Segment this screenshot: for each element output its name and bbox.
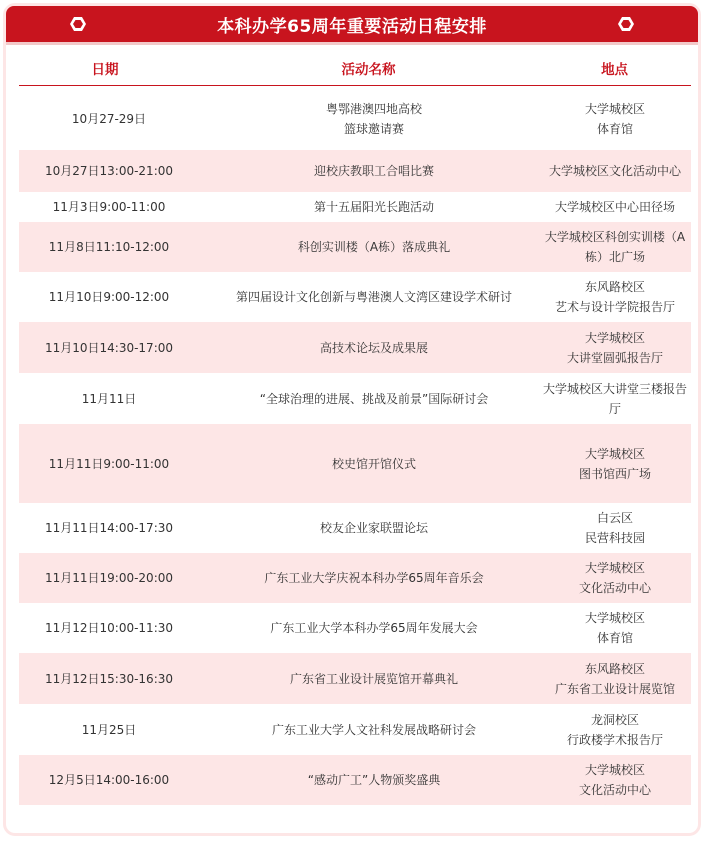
cell-activity-name [199, 770, 529, 790]
schedule-table-body [19, 88, 691, 805]
cell-activity-name [199, 287, 529, 307]
activity-name-line: 篮球邀请赛 [343, 122, 404, 136]
cell-date: 11月25日 [81, 722, 137, 737]
cell-activity-name [199, 618, 529, 638]
cell-date: 11月11日19:00-20:00 [44, 571, 174, 585]
page-title: 本科办学65周年重要活动日程安排 [217, 16, 487, 37]
cell-date: 11月11日14:00-17:30 [44, 521, 174, 535]
location-line: 大学城校区 [584, 446, 645, 461]
activity-name-line: 广东工业大学人文社科发展战略研讨会 [271, 722, 476, 737]
location-line: 广东省工业设计展览馆 [554, 681, 675, 696]
cell-location [529, 328, 691, 368]
location-line: 白云区 [596, 511, 633, 525]
location-line: 大讲堂圆弧报告厅 [566, 350, 663, 365]
table-row [19, 553, 691, 603]
cell-date: 11月11日9:00-11:00 [48, 456, 170, 471]
cell-date: 10月27日13:00-21:00 [44, 164, 174, 178]
cell-location [529, 444, 691, 484]
table-row [19, 424, 691, 503]
location-line: 大学城校区大讲堂三楼报告 [542, 381, 687, 396]
table-row [19, 222, 691, 272]
activity-name-line: 广东省工业设计展览馆开幕典礼 [289, 671, 458, 686]
location-line: 大学城校区科创实训楼（A [544, 230, 686, 244]
location-line: 文化活动中心 [578, 783, 651, 797]
table-row [19, 503, 691, 553]
table-header [19, 50, 691, 86]
location-line: 大学城校区 [584, 102, 645, 116]
location-line: 大学城校区文化活动中心 [548, 164, 681, 178]
table-row [19, 653, 691, 704]
table-row [19, 704, 691, 755]
activity-name-line: 广东工业大学庆祝本科办学65周年音乐会 [264, 571, 484, 585]
cell-activity-name [199, 237, 529, 257]
cell-location [529, 760, 691, 800]
cell-activity-name [199, 720, 529, 740]
table-row [19, 272, 691, 322]
cell-activity-name [199, 568, 529, 588]
column-header-place: 地点 [601, 61, 629, 78]
cell-date: 11月12日10:00-11:30 [44, 621, 174, 635]
column-header-date: 日期 [91, 61, 119, 78]
location-line: 民营科技园 [584, 531, 645, 545]
activity-name-line: “全球治理的进展、挑战及前景”国际研讨会 [259, 391, 489, 406]
cell-activity-name [199, 454, 529, 474]
cell-activity-name [199, 669, 529, 689]
location-line: 文化活动中心 [578, 581, 651, 595]
table-row [19, 192, 691, 222]
location-line: 东风路校区 [584, 280, 645, 294]
cell-location [529, 99, 691, 139]
cell-activity-name [199, 161, 529, 181]
location-line: 行政楼学术报告厅 [566, 732, 663, 747]
cell-location [529, 379, 691, 419]
schedule-card [3, 3, 701, 836]
cell-location [529, 558, 691, 598]
cell-location [529, 710, 691, 750]
hexagon-ornament-icon [618, 16, 634, 32]
column-header-name: 活动名称 [341, 61, 396, 78]
activity-name-line: “感动广工”人物颁奖盛典 [307, 773, 441, 787]
hexagon-ornament-icon [70, 16, 86, 32]
table-row [19, 755, 691, 805]
location-line: 体育馆 [596, 122, 633, 136]
table-row [19, 373, 691, 424]
cell-location [529, 508, 691, 548]
cell-date: 11月10日9:00-12:00 [48, 290, 170, 304]
activity-name-line: 科创实训楼（A栋）落成典礼 [297, 240, 451, 254]
cell-activity-name [199, 518, 529, 538]
location-line: 大学城校区 [584, 330, 645, 345]
title-banner [6, 6, 698, 42]
cell-location [529, 227, 691, 267]
cell-location [529, 608, 691, 648]
cell-activity-name [199, 197, 529, 217]
cell-date: 11月10日14:30-17:00 [44, 340, 174, 355]
table-row [19, 150, 691, 192]
cell-location [529, 659, 691, 699]
cell-date: 12月5日14:00-16:00 [48, 773, 170, 787]
location-line: 大学城校区 [584, 561, 645, 575]
activity-name-line: 校友企业家联盟论坛 [319, 521, 428, 535]
location-line: 艺术与设计学院报告厅 [554, 300, 675, 314]
table-row [19, 322, 691, 373]
location-line: 栋）北广场 [584, 250, 645, 264]
cell-location [529, 197, 691, 217]
location-line: 图书馆西广场 [578, 466, 651, 481]
table-row [19, 603, 691, 653]
cell-location [529, 277, 691, 317]
table-row [19, 88, 691, 150]
location-line: 厅 [608, 401, 621, 416]
cell-date: 11月12日15:30-16:30 [44, 671, 174, 686]
activity-name-line: 高技术论坛及成果展 [319, 340, 428, 355]
activity-name-line: 第四届设计文化创新与粤港澳人文湾区建设学术研讨 [235, 290, 512, 304]
cell-date: 10月27-29日 [71, 112, 147, 126]
location-line: 体育馆 [596, 631, 633, 645]
cell-location [529, 161, 691, 181]
location-line: 大学城校区中心田径场 [554, 200, 675, 214]
location-line: 大学城校区 [584, 611, 645, 625]
activity-name-line: 校史馆开馆仪式 [331, 456, 416, 471]
activity-name-line: 迎校庆教职工合唱比赛 [313, 164, 434, 178]
cell-activity-name [199, 338, 529, 358]
cell-date: 11月11日 [81, 391, 137, 406]
cell-activity-name [199, 389, 529, 409]
location-line: 大学城校区 [584, 763, 645, 777]
activity-name-line: 第十五届阳光长跑活动 [313, 200, 434, 214]
cell-activity-name [199, 99, 529, 139]
cell-date: 11月8日11:10-12:00 [48, 240, 170, 254]
activity-name-line: 广东工业大学本科办学65周年发展大会 [270, 621, 478, 635]
activity-name-line: 粤鄂港澳四地高校 [325, 102, 422, 116]
location-line: 龙洞校区 [590, 712, 639, 727]
cell-date: 11月3日9:00-11:00 [52, 200, 166, 214]
location-line: 东风路校区 [584, 661, 645, 676]
